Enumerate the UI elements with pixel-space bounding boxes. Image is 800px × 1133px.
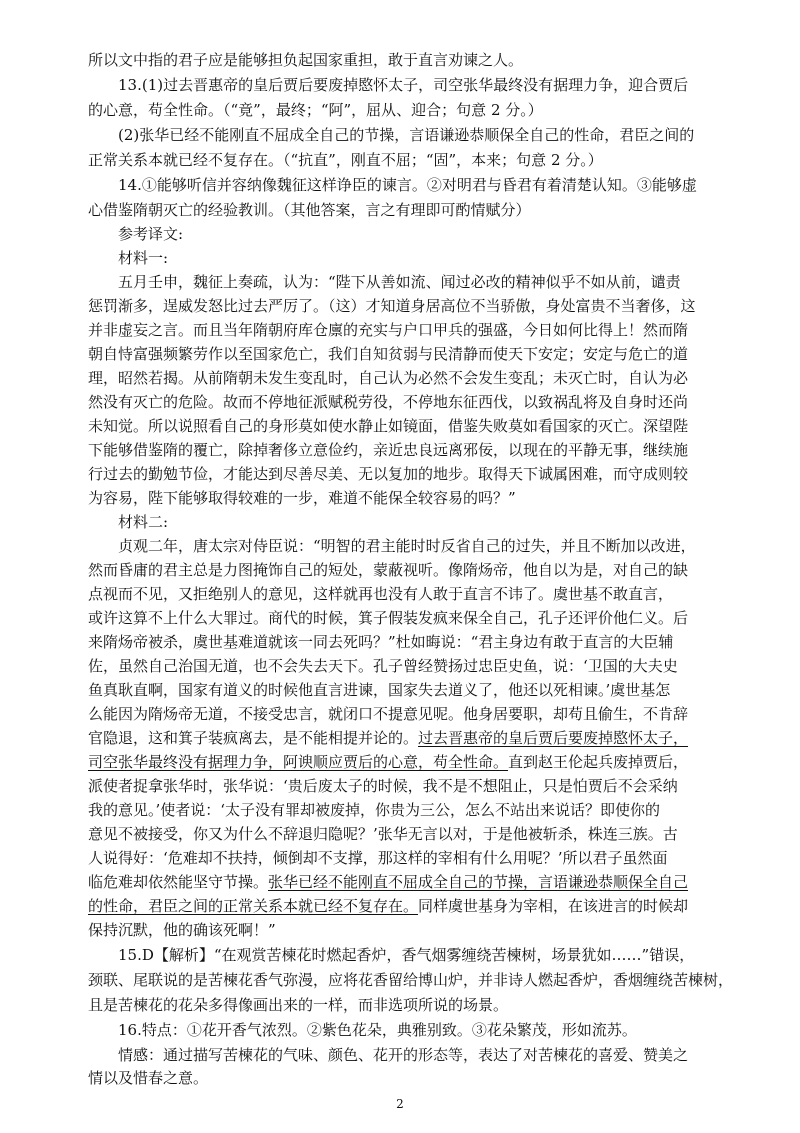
text-line: 么能因为隋炀帝无道，不接受忠言，就闭口不提意见呢。他身居要职，却苟且偷生，不肯辞 bbox=[88, 705, 689, 723]
text-line: 行过去的勤勉节俭，才能达到尽善尽美、无以复加的地步。取得天下诚属困难，而守成则较 bbox=[88, 465, 689, 483]
text-line: (2)张华已经不能刚直不屈成全自己的节操，言语谦逊恭顺保全自己的性命，君臣之间的 bbox=[118, 126, 695, 144]
text-line: 14.①能够听信并容纳像魏征这样诤臣的谏言。②对明君与昏君有着清楚认知。③能够虚 bbox=[118, 176, 697, 194]
text-line: 正常关系本就已经不复存在。（“抗直”，刚直不屈；“固”，本来；句意 2 分。） bbox=[88, 151, 603, 169]
text-line: 人说得好：‘危难却不扶持，倾倒却不支撑，那这样的宰相有什么用呢？’所以君子虽然面 bbox=[88, 849, 668, 867]
text-line: 心借鉴隋朝灭亡的经验教训。（其他答案，言之有理即可酌情赋分） bbox=[88, 201, 531, 219]
text-line: 13.(1)过去晋惠帝的皇后贾后要废掉愍怀太子，司空张华最终没有据理力争，迎合贾后 bbox=[118, 76, 689, 94]
text-line: 参考译文: bbox=[118, 225, 184, 243]
text-line: 或许这算不上什么大罪过。商代的时候，箕子假装发疯来保全自己，孔子还评价他仁义。后 bbox=[88, 609, 689, 627]
text-span: 同样虞世基身为宰相，在该进言的时候却 bbox=[418, 897, 689, 915]
text-line: 朝自恃富强频繁劳作以至国家危亡，我们自知贫弱与民清静而使天下安定；安定与危亡的道 bbox=[88, 345, 689, 363]
text-line: 然没有灭亡的危险。故而不停地征派赋税劳役，不停地东征西伐，以致祸乱将及自身时还尚 bbox=[88, 393, 689, 411]
text-line: 意见不被接受，你又为什么不辞退归隐呢？’张华无言以对，于是他被斩杀，株连三族。古 bbox=[88, 825, 678, 843]
text-span: 直到赵王伦起兵废掉贾后， bbox=[508, 753, 689, 771]
page-number: 2 bbox=[396, 1097, 404, 1111]
text-line: 未知觉。所以说照看自己的身形莫如使水静止如镜面，借鉴失败莫如看国家的灭亡。深望陛 bbox=[88, 417, 689, 435]
text-line: 派使者捉拿张华时，张华说：‘贵后废太子的时候，我不是不想阻止，只是怕贾后不会采纳 bbox=[88, 777, 678, 795]
text-line: 材料一: bbox=[118, 249, 169, 267]
text-line: 来隋炀帝被杀，虞世基难道就该一同去死吗？”杜如晦说：“君主身边有敢于直言的大臣辅 bbox=[88, 633, 674, 651]
text-line: 保持沉默，他的确该死啊！” bbox=[88, 921, 276, 939]
text-line: 颈联、尾联说的是苦楝花香气弥漫，应将花香留给博山炉，并非诗人燃起香炉，香烟缠绕苦楝树， bbox=[88, 971, 734, 989]
text-line: 贞观二年，唐太宗对侍臣说：“明智的君主能时时反省自己的过失，并且不断加以改进， bbox=[118, 537, 696, 555]
text-line: 情以及惜春之意。 bbox=[88, 1069, 209, 1087]
text-line: 鱼真耿直啊，国家有道义的时候他直言进谏，国家失去道义了，他还以死相谏。’虞世基怎 bbox=[88, 681, 671, 699]
text-line bbox=[88, 872, 688, 892]
text-line: 材料二: bbox=[118, 513, 169, 531]
underlined-text: 过去晋惠帝的皇后贾后要废掉愍怀太子， bbox=[418, 729, 689, 747]
text-line: 理，昭然若揭。从前隋朝未发生变乱时，自己认为必然不会发生变乱；未灭亡时，自认为必 bbox=[88, 369, 689, 387]
text-line: 惩罚渐多，逞威发怒比过去严厉了。（这）才知道身居高位不当骄傲，身处富贵不当奢侈，这 bbox=[88, 297, 696, 315]
text-line bbox=[88, 752, 688, 772]
text-line: 下能够借鉴隋的覆亡，除掉奢侈立意俭约，亲近忠良远离邪佞，以现在的平静无事，继续施 bbox=[88, 441, 689, 459]
text-line bbox=[88, 896, 688, 916]
underlined-text: 的性命，君臣之间的正常关系本就已经不复存在。 bbox=[88, 897, 419, 915]
text-line: 所以文中指的君子应是能够担负起国家重担，敢于直言劝谏之人。 bbox=[88, 51, 524, 69]
text-span: 官隐退，这和箕子装疯离去，是不能相提并论的。 bbox=[88, 729, 419, 747]
text-line: 然而昏庸的君主总是力图掩饰自己的短处，蒙蔽视听。像隋炀帝，他自以为是，对自己的缺 bbox=[88, 561, 689, 579]
text-line: 为容易，陛下能够取得较难的一步，难道不能保全较容易的吗？” bbox=[88, 489, 516, 507]
text-span: 临危难却依然能坚守节操。 bbox=[88, 873, 269, 891]
text-line: 15.D【解析】“在观赏苦楝花时燃起香炉，香气烟雾缠绕苦楝树，场景犹如……”错误， bbox=[118, 946, 695, 964]
text-line: 我的意见。’使者说：‘太子没有罪却被废掉，你贵为三公，怎么不站出来说话？即使你的 bbox=[88, 801, 661, 819]
text-line: 情感：通过描写苦楝花的气味、颜色、花开的形态等，表达了对苦楝花的喜爱、赞美之 bbox=[118, 1046, 689, 1064]
underlined-text: 司空张华最终没有据理力争，阿谀顺应贾后的心意，苟全性命。 bbox=[88, 753, 509, 771]
text-line: 佐，虽然自己治国无道，也不会失去天下。孔子曾经赞扬过忠臣史鱼，说：‘卫国的大夫史 bbox=[88, 657, 678, 675]
text-line: 五月壬申，魏征上奏疏，认为：“陛下从善如流、闻过必改的精神似乎不如从前，谴责 bbox=[118, 273, 681, 291]
text-line: 16.特点：①花开香气浓烈。②紫色花朵，典雅别致。③花朵繁茂，形如流苏。 bbox=[118, 1021, 637, 1039]
text-line bbox=[88, 728, 688, 748]
text-line: 点视而不见，又拒绝别人的意见，这样就再也没有人敢于直言不讳了。虞世基不敢直言， bbox=[88, 585, 674, 603]
text-line: 并非虚妄之言。而且当年隋朝府库仓廪的充实与户口甲兵的强盛，今日如何比得上！然而隋 bbox=[88, 321, 689, 339]
text-line: 且是苦楝花的花朵多得像画出来的一样，而非选项所说的场景。 bbox=[88, 996, 509, 1014]
text-line: 的心意，苟全性命。（“竟”，最终；“阿”，屈从、迎合；句意 2 分。） bbox=[88, 101, 543, 119]
underlined-text: 张华已经不能刚直不屈成全自己的节操，言语谦逊恭顺保全自己 bbox=[268, 873, 689, 891]
